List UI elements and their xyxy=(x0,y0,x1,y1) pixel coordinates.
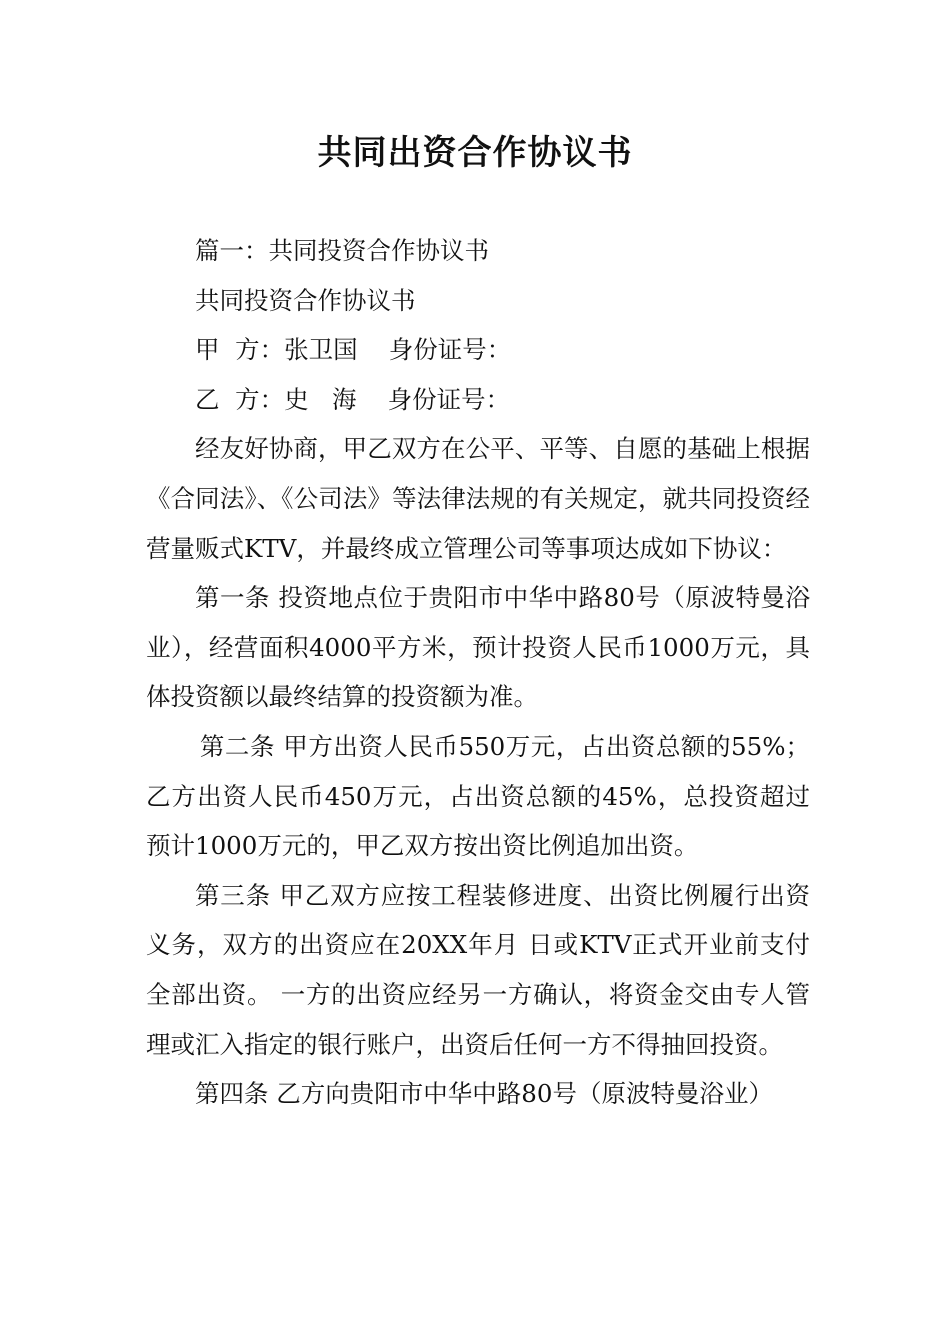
article-4-paragraph: 第四条 乙方向贵阳市中华中路80号（原波特曼浴业） xyxy=(195,1079,773,1109)
article-1-paragraph: 第一条 投资地点位于贵阳市中华中路80号（原波特曼浴业），经营面积4000平方米，预计投资人民币1000万元，具体投资额以最终结算的投资额为准。 xyxy=(146,583,810,712)
article-2-paragraph: 第二条 甲方出资人民币550万元，占出资总额的55%；乙方出资人民币450万元，占出资总额的45%，总投资超过预计1000万元的，甲乙双方按出资比例追加出资。 xyxy=(146,731,810,861)
party-b-line: 乙 方：史 海 身份证号： xyxy=(195,384,511,414)
preamble-paragraph: 经友好协商，甲乙双方在公平、平等、自愿的基础上根据《合同法》、《公司法》等法律法规的有关规定，就共同投资经营量贩式KTV，并最终成立管理公司等事项达成如下协议： xyxy=(146,434,810,563)
agreement-subtitle: 共同投资合作协议书 xyxy=(195,285,416,315)
document-title: 共同出资合作协议书 xyxy=(317,133,633,173)
document-body xyxy=(146,226,810,1119)
party-a-line: 甲 方：张卫国 身份证号： xyxy=(195,335,512,365)
section-heading: 篇一：共同投资合作协议书 xyxy=(195,236,489,265)
article-3-paragraph: 第三条 甲乙双方应按工程装修进度、出资比例履行出资义务，双方的出资应在20XX年月 日或KTV正式开业前支付全部出资。 一方的出资应经另一方确认，将资金交由专人管理或汇入指定的银行账户，出资后任何一方不得抽回投资。 xyxy=(146,880,810,1059)
